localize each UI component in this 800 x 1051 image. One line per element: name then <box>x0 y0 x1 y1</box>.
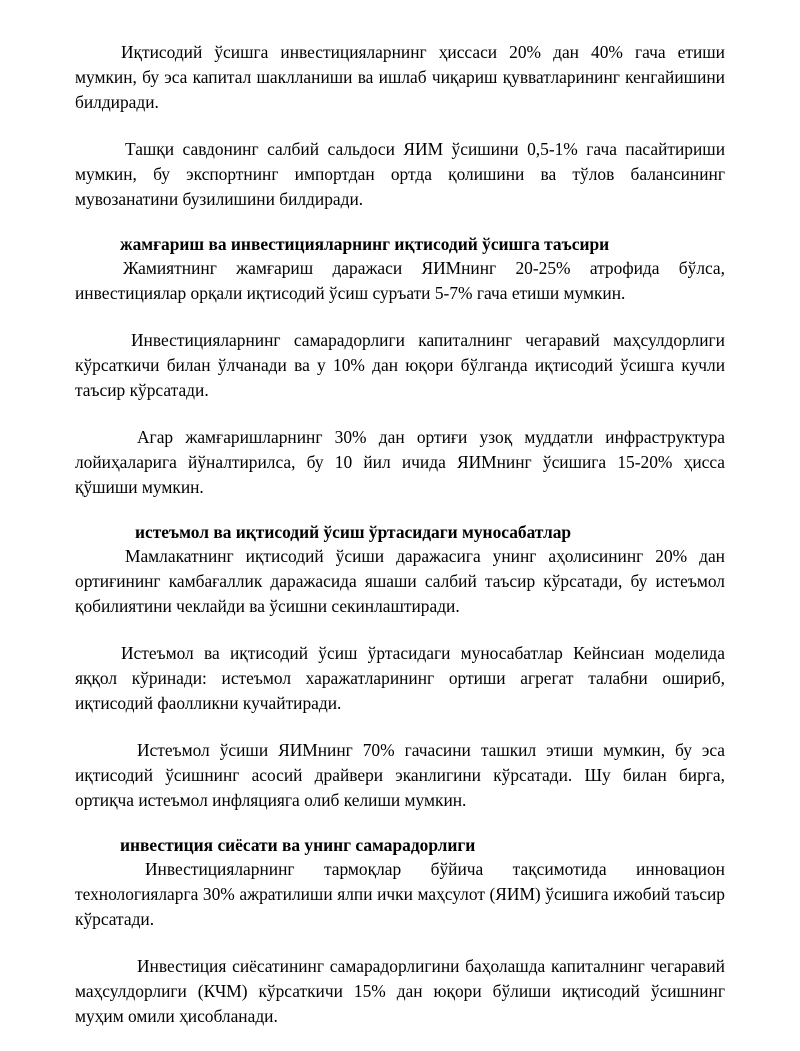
paragraph: Инвестицияларнинг тармоқлар бўйича тақсимотида инновацион технологияларга 30% ажратилиши ялпи ички маҳсулот (ЯИМ) ўсишига ижобий таъсир кўрсатади. <box>75 859 725 929</box>
paragraph: Истеъмол ўсиши ЯИМнинг 70% гачасини ташкил этиши мумкин, бу эса иқтисодий ўсишнинг асосий драйвери эканлигини кўрсатади. Шу билан бирга, ортиқча истеъмол инфляцияга олиб келиши мумкин. <box>75 740 725 810</box>
section <box>75 520 725 813</box>
paragraph: Агар жамғаришларнинг 30% дан ортиғи узоқ муддатли инфраструктура лойиҳаларига йўналтирилса, бу 10 йил ичида ЯИМнинг ўсишига 15-20% ҳисса қўшиши мумкин. <box>75 427 725 497</box>
paragraph: Инвестиция сиёсатининг самарадорлигини баҳолашда капиталнинг чегаравий маҳсулдорлиги (КЧМ) кўрсаткичи 15% дан юқори бўлиши иқтисодий ўсишнинг муҳим омили ҳисобланади. <box>75 956 725 1026</box>
section-heading: инвестиция сиёсати ва унинг самарадорлиги <box>120 835 476 855</box>
paragraph: Истеъмол ва иқтисодий ўсиш ўртасидаги муносабатлар Кейнсиан моделида яққол кўринади: истеъмол харажатларининг ортиши агрегат талабни ошириб, иқтисодий фаолликни кучайтиради. <box>75 643 725 713</box>
paragraph: Ташқи савдонинг салбий сальдоси ЯИМ ўсишини 0,5-1% гача пасайтириши мумкин, бу экспортнинг импортдан ортда қолишини ва тўлов балансининг мувозанатини бузилишини билдиради. <box>75 139 725 209</box>
paragraph: Мамлакатнинг иқтисодий ўсиши даражасига унинг аҳолисининг 20% дан ортиғининг камбағаллик даражасида яшаши салбий таъсир кўрсатади, бу истеъмол қобилиятини чеклайди ва ўсишни секинлаштиради. <box>75 546 725 616</box>
paragraph: Жамиятнинг жамғариш даражаси ЯИМнинг 20-25% атрофида бўлса, инвестициялар орқали иқтисодий ўсиш суръати 5-7% гача етиши мумкин. <box>75 258 725 303</box>
section <box>75 232 725 500</box>
paragraph: Иқтисодий ўсишга инвестицияларнинг ҳиссаси 20% дан 40% гача етиши мумкин, бу эса капитал шаклланиши ва ишлаб чиқариш қувватларининг кенгайишини билдиради. <box>75 42 725 112</box>
section <box>75 833 725 1029</box>
section-heading: истеъмол ва иқтисодий ўсиш ўртасидаги муносабатлар <box>135 522 572 542</box>
document-page <box>75 40 725 1051</box>
section-heading: жамғариш ва инвестицияларнинг иқтисодий ўсишга таъсири <box>120 234 610 254</box>
paragraph: Инвестицияларнинг самарадорлиги капиталнинг чегаравий маҳсулдорлиги кўрсаткичи билан ўлчанади ва у 10% дан юқори бўлганда иқтисодий ўсишга кучли таъсир кўрсатади. <box>75 330 725 400</box>
